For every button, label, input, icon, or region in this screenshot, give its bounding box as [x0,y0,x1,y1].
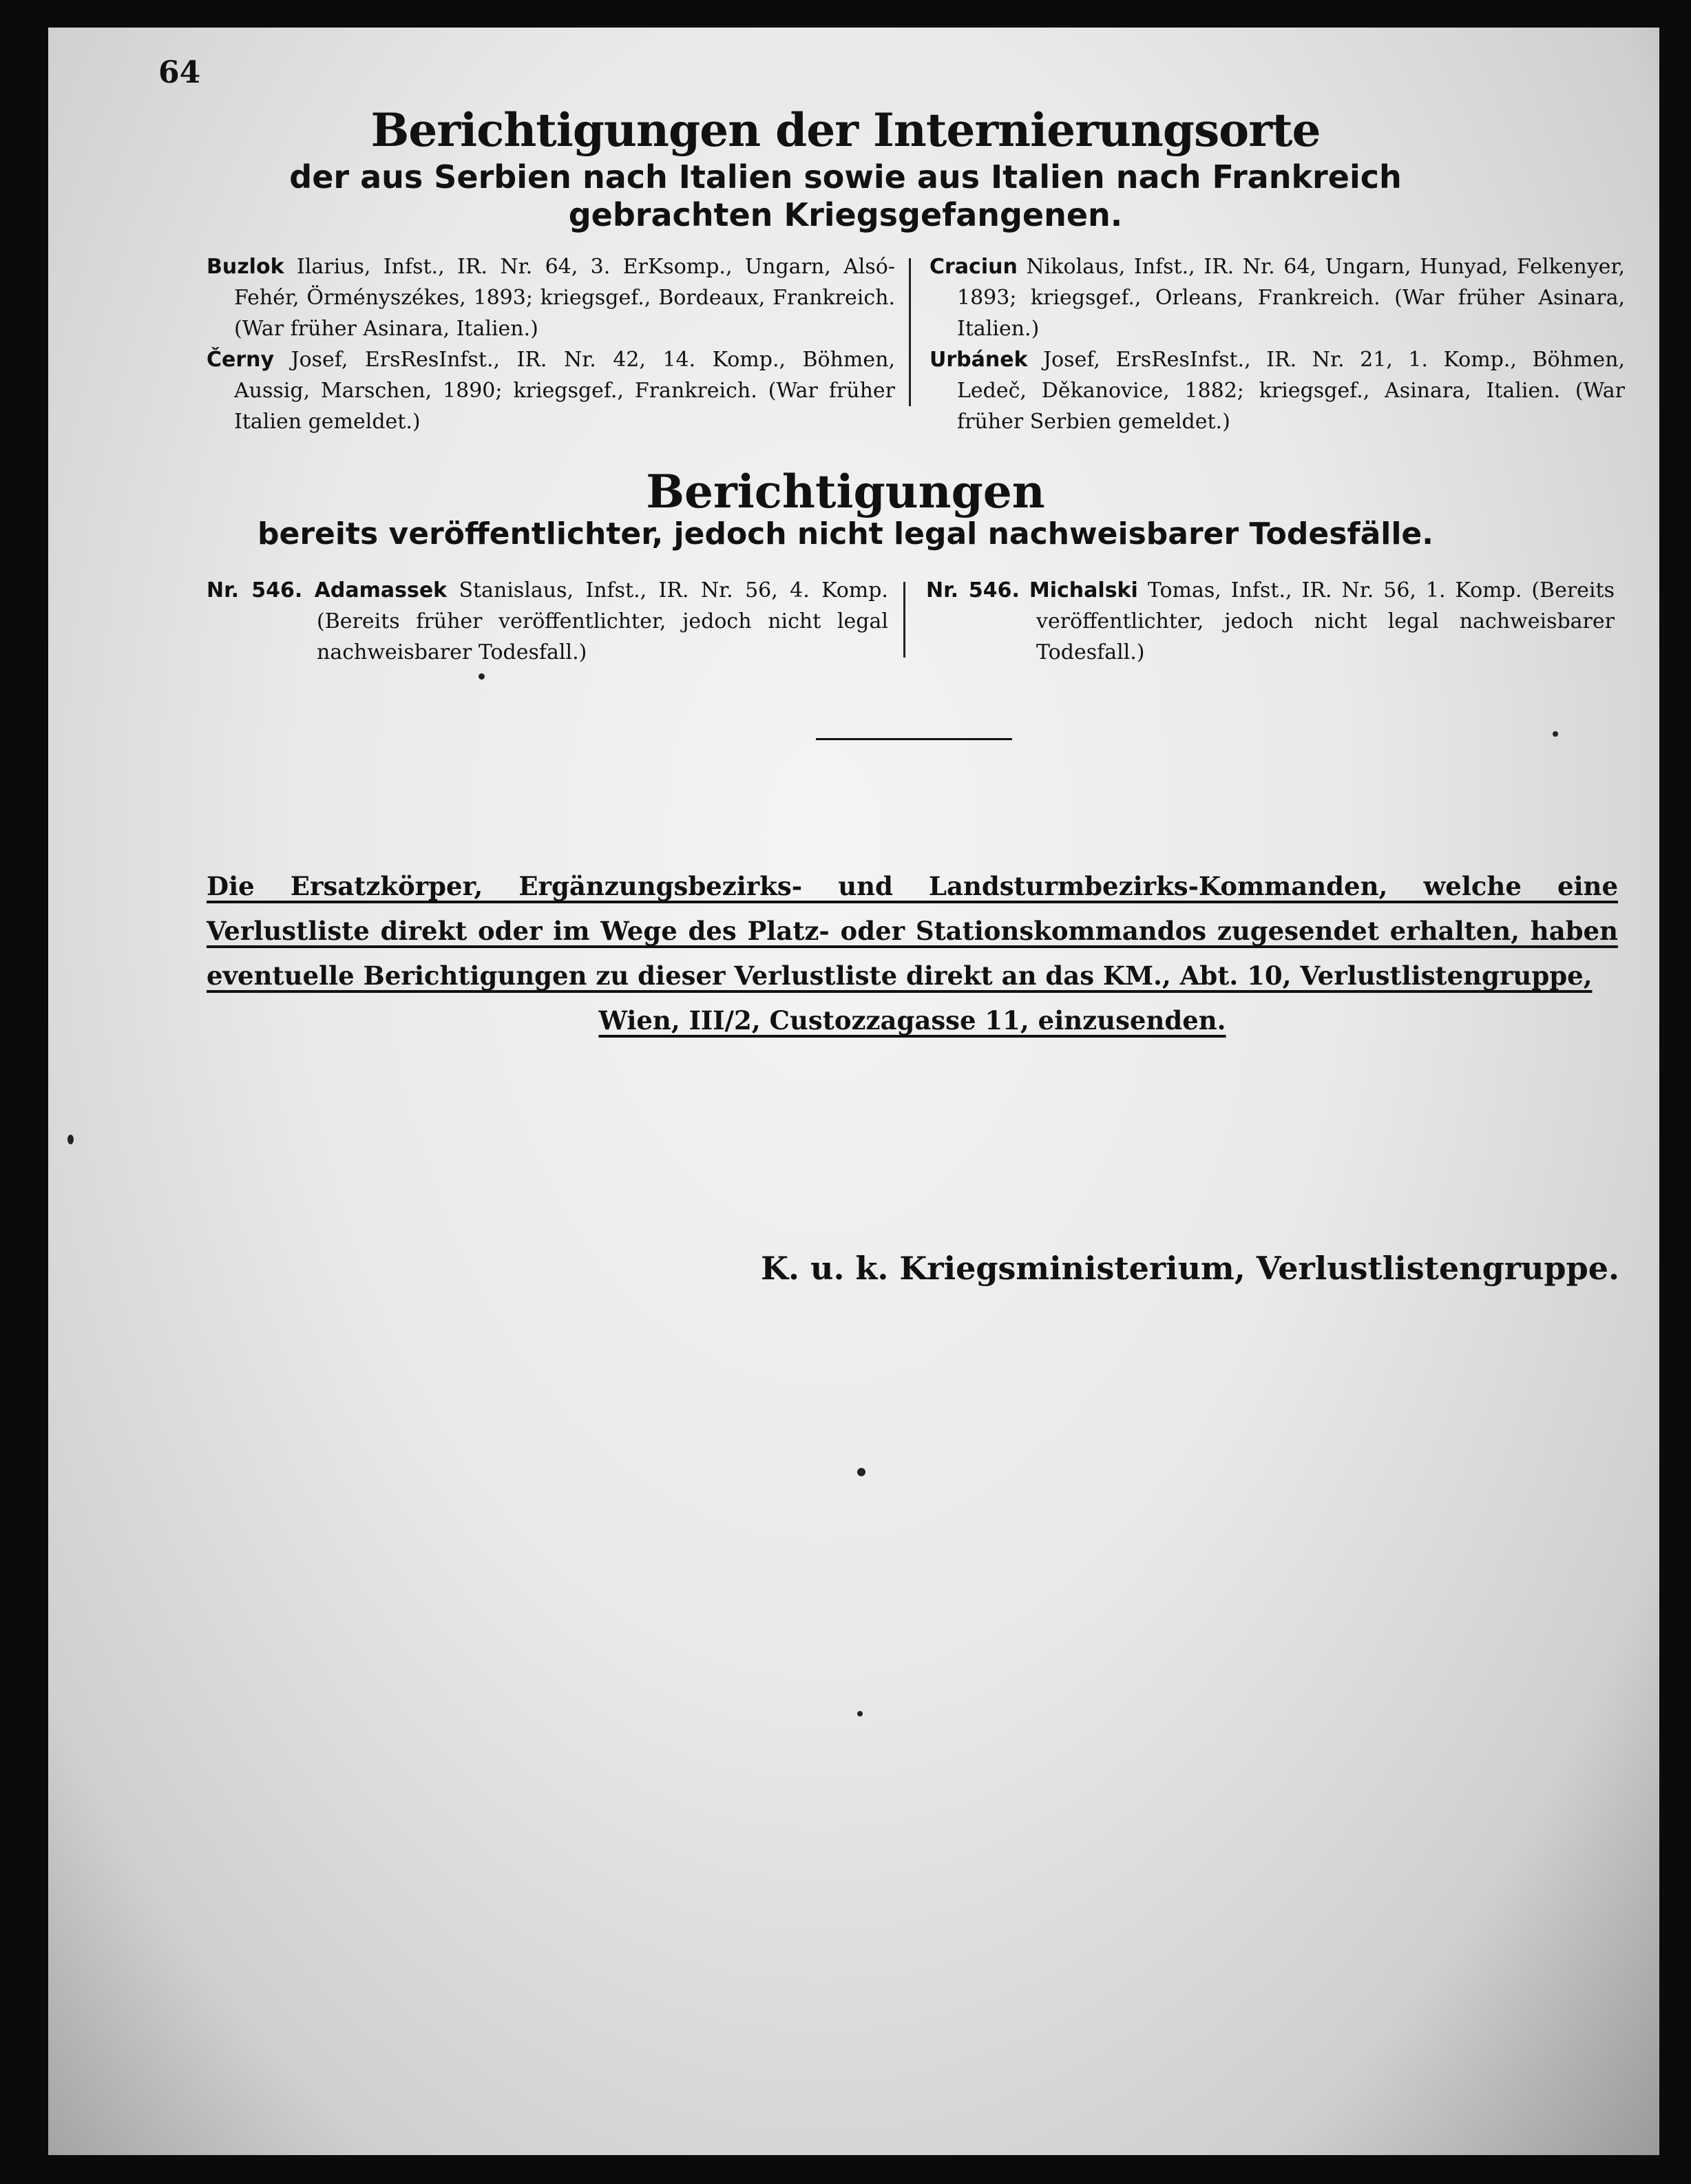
scan-speck [479,673,485,680]
entry-text: Ilarius, Infst., IR. Nr. 64, 3. ErKsomp., Ungarn, Alsó-Fehér, Örményszékes, 1893; kriegsgef., Bordeaux, Frankreich. (War früher Asinara, Italien.) [234,255,895,341]
entry [926,575,1615,668]
section2-right-column [926,575,1615,668]
section1-left-column [207,251,895,437]
section2-subtitle: bereits veröffentlichter, jedoch nicht legal nachweisbarer Todesfälle. [258,516,1433,552]
entry-name: Michalski [1029,578,1138,602]
entry-text: Tomas, Infst., IR. Nr. 56, 1. Komp. (Bereits veröffentlichter, jedoch nicht legal nachweisbarer Todesfall.) [1036,578,1615,664]
entry [207,575,888,668]
section1-title: Berichtigungen der Internierungsorte [370,103,1321,157]
column-divider [909,258,911,406]
separator-rule [816,738,1012,740]
entry-text: Josef, ErsResInfst., IR. Nr. 42, 14. Komp., Böhmen, Aussig, Marschen, 1890; kriegsgef., Frankreich. (War früher Italien gemeldet.) [234,348,895,434]
entry-text: Nikolaus, Infst., IR. Nr. 64, Ungarn, Hunyad, Felkenyer, 1893; kriegsgef., Orleans, Frankreich. (War früher Asinara, Italien.) [957,255,1625,341]
entry-name: Adamassek [314,578,448,602]
section1-right-column [929,251,1625,437]
entry-name: Buzlok [207,255,284,279]
scan-speck [1553,731,1558,737]
entry-text: Stanislaus, Infst., IR. Nr. 56, 4. Komp. (Bereits früher veröffentlichter, jedoch nicht legal nachweisbarer Todesfall.) [317,578,888,664]
section2-title: Berichtigungen [646,465,1045,518]
entry [929,344,1625,437]
section2-left-column [207,575,888,668]
entry-text: Josef, ErsResInfst., IR. Nr. 21, 1. Komp., Böhmen, Ledeč, Děkanovice, 1882; kriegsgef., Asinara, Italien. (War früher Serbien gemeldet.) [957,348,1625,434]
page-number: 64 [158,55,201,90]
entry-name: Černy [207,348,275,372]
entry-name: Urbánek [929,348,1028,372]
notice-address: Wien, III/2, Custozzagasse 11, einzusenden. [598,1005,1226,1036]
entry-number: Nr. 546. [207,578,303,602]
signature: K. u. k. Kriegsministerium, Verlustlistengruppe. [761,1250,1620,1287]
scan-speck [67,1135,74,1144]
entry-number: Nr. 546. [926,578,1020,602]
notice-text: Die Ersatzkörper, Ergänzungsbezirks- und Landsturmbezirks-Kommanden, welche eine Verlustliste direkt oder im Wege des Platz- oder Stationskommandos zugesendet erhalten, haben eventuelle Berichtigungen zu dieser Verlustliste direkt an das KM., Abt. 10, Verlustlistengruppe, [207,871,1618,991]
entry [207,344,895,437]
scan-speck [857,1711,863,1716]
entry-name: Craciun [929,255,1018,279]
section1-subtitle-line2: gebrachten Kriegsgefangenen. [568,196,1123,233]
notice-paragraph [207,864,1618,1043]
column-divider [903,582,905,658]
section1-subtitle-line1: der aus Serbien nach Italien sowie aus Italien nach Frankreich [289,158,1402,196]
entry [929,251,1625,344]
scan-speck [857,1468,865,1476]
entry [207,251,895,344]
